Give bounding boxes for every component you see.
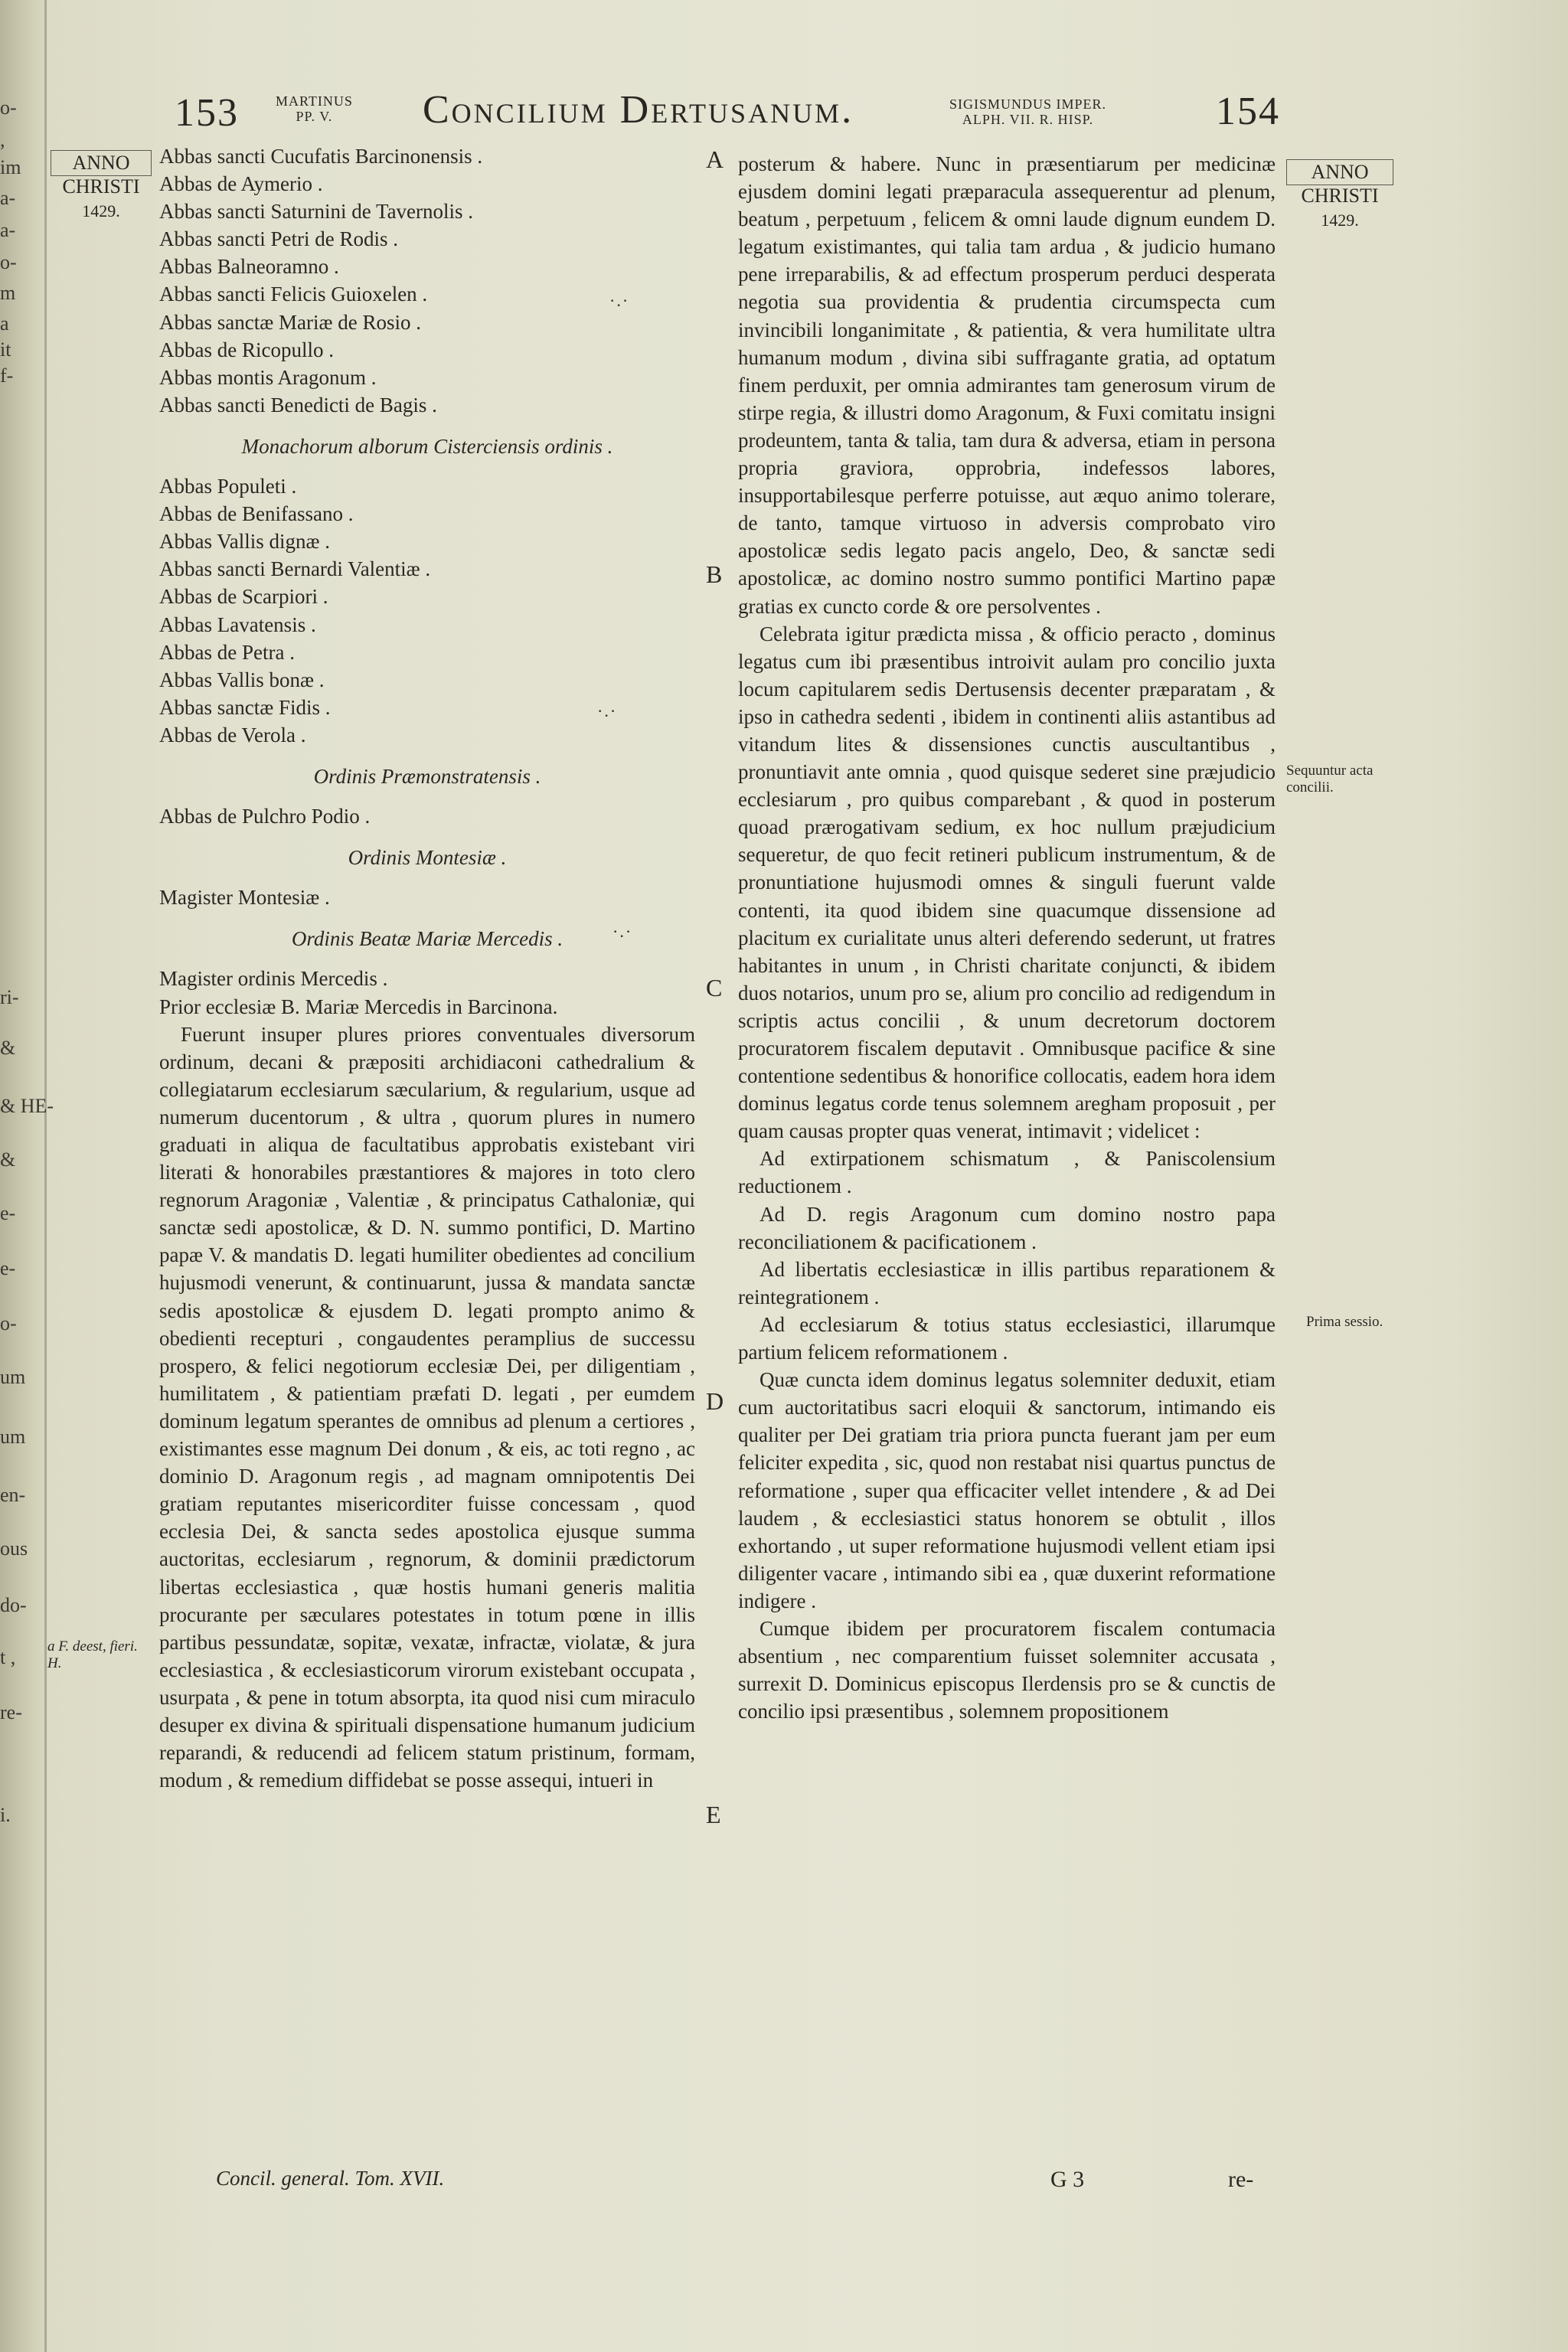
- abbot-item: Abbas sancti Petri de Rodis .: [159, 227, 398, 251]
- margin-note-acta: Sequuntur acta concilii.: [1286, 763, 1374, 795]
- abbot-cistercian-item: Abbas de Benifassano .: [159, 502, 354, 526]
- year-label: 1429.: [82, 201, 120, 220]
- prev-page-fragment: a: [0, 312, 9, 335]
- heading-montesia: Ordinis Montesiæ .: [348, 846, 507, 870]
- right-paragraph-6: Ad ecclesiarum & totius status ecclesiastici, illarumque partium felicem reformationem .: [738, 1312, 1276, 1364]
- prev-page-fragment: it: [0, 338, 11, 361]
- catchword: re-: [1228, 2167, 1254, 2192]
- year-label-right: 1429.: [1321, 211, 1359, 230]
- right-paragraph-5: Ad libertatis ecclesiasticæ in illis partibus reparationem & reintegrationem .: [738, 1257, 1276, 1308]
- prev-page-fragment: o-: [0, 251, 17, 273]
- prev-page-fragment: & HE-: [0, 1095, 54, 1117]
- abbot-cistercian-item: Abbas sanctæ Fidis .: [159, 695, 331, 719]
- heading-premonstratensian: Ordinis Præmonstratensis .: [313, 764, 541, 788]
- abbot-cistercian-item: Abbas sancti Bernardi Valentiæ .: [159, 557, 431, 581]
- abbot-cistercian-item: Abbas Vallis dignæ .: [159, 530, 331, 554]
- right-paragraph-4: Ad D. regis Aragonum cum domino nostro papa reconciliationem & pacificationem .: [738, 1202, 1276, 1253]
- footer-volume: Concil. general. Tom. XVII.: [216, 2167, 445, 2190]
- decorative-dots: ·.·: [609, 291, 630, 310]
- prev-page-fragment: m: [0, 282, 16, 304]
- signature-mark: G 3: [1050, 2167, 1085, 2192]
- abbot-cistercian-item: Abbas de Petra .: [159, 640, 295, 664]
- right-anno-box: [1286, 159, 1393, 231]
- abbot-item: Abbas sancti Cucufatis Barcinonensis .: [159, 145, 483, 168]
- abbot-item: Abbas de Ricopullo .: [159, 338, 334, 361]
- anno-label: ANNO: [51, 150, 152, 176]
- right-column: [738, 150, 1276, 1725]
- king-name: ALPH. VII. R. HISP.: [962, 112, 1094, 127]
- abbots-list-2: [159, 472, 695, 749]
- left-paragraph: Fuerunt insuper plures priores conventuales diversorum ordinum, decani & præpositi archidiaconi cathedralium & collegiatarum ecclesiarum sæcularium, & regularium, usque ad numerum ducentorum , & ultra , quorum plures in numero graduati in aliqua de facultatibus approbatis existebant viri literati & honorabiles præstantiores & majores in toto clero regnorum Aragoniæ , Valentiæ , & principatus Cathaloniæ, qui sanctæ sedi apostolicæ, & D. N. summo pontifici, D. Martino papæ V. & mandatis D. legati humiliter obedientes ad concilium hujusmodi venerunt, & continuarunt, jussa & mandata sanctæ sedis apostolicæ & ejusdem D. legati prompto animo & obedienti recepturi , congaudentes peramplius de successu prospero, & felici negotiorum ecclesiæ Dei, per diligentiam , humilitatem , & patientiam præfati D. legati , per eumdem dominum legatum sperantes de omnibus ad plenum a certiores , existimantes esse magnum Dei donum , & eis, ac toti regno , ac dominio D. Aragonum regis , ad magnam omnipotentis Dei gratiam reputantes misericorditer fuisse concessam , quod ecclesia Dei, & sancta sedes apostolica ejusque summa auctoritas, ecclesiarum , regnorum, & dominii prædictorum libertas ecclesiastica , quæ hostis humani generis malitia procurante per sæculares potestates in totum pœne in illis partibus pessundatæ, sopitæ, vexatæ, infractæ, violatæ, & jura ecclesiastica , & ecclesiasticorum virorum existebant occupata , usurpata , & pene in totum absorpta, ita quod nisi cum miraculo desuper ex divina & spirituali dispensatione humanum judicium reparandi, & reducendi ad felicem statum pristinum, formam, modum , & remedium diffidebat se posse assequi, intueri in: [159, 1022, 695, 1792]
- abbot-cistercian-item: Abbas Vallis bonæ .: [159, 668, 325, 691]
- decorative-dots: ·.·: [612, 922, 633, 941]
- margin-note-sessio: Prima sessio.: [1306, 1314, 1383, 1330]
- prev-page-fragment: ri-: [0, 986, 19, 1008]
- abbot-cistercian-item: Abbas de Verola .: [159, 723, 306, 746]
- prev-page-fragment: e-: [0, 1257, 16, 1279]
- prev-page-fragment: do-: [0, 1594, 27, 1616]
- prev-page-fragment: f-: [0, 364, 14, 387]
- section-letter-d: D: [706, 1387, 724, 1415]
- prev-page-fragment: en-: [0, 1484, 26, 1506]
- prev-page-fragment: im: [0, 156, 21, 178]
- magister-montesiae: Magister Montesiæ .: [159, 886, 330, 910]
- abbot-cistercian-item: Abbas Lavatensis .: [159, 612, 316, 636]
- right-paragraph-1: posterum & habere. Nunc in præsentiarum per medicinæ ejusdem domini legati præparacula assequerentur ad plenum, beatum , perpetuum , felicem & omni laude dignum eundem D. legatum existimantes, qui talia tam ardua , & judicio humano pene irreparabilis, & ad effectum prosperum perduci desperata negotia sua providentia & prudentia circumspecta cum invincibili longanimitate , & patientia, & vera humilitate ultra humanum modum , divina sibi suffragante gratia, ad optatum finem perduxit, per omnia admirantes tam generosum virum de stirpe regia, & illustri domo Aragonum, & Fuxi comitatu insigni prodeuntem, tanta & talia, tam dura & adversa, etiam in persona propria graviora, opprobria, indefessos labores, insupportabilesque perferre potuisse, aut æquo animo tolerare, de tanto, tamque virtuoso in adversis comprobato viro apostolicæ sedis legato pacis angelo, Deo, & sanctæ sedi apostolicæ, ac domino nostro summo pontifici Martino papæ gratias ex cuncto corde & ore persolventes .: [738, 152, 1276, 618]
- prev-page-fragment: ,: [0, 129, 5, 151]
- prev-page-fragment: i.: [0, 1804, 11, 1826]
- left-page-number: 153: [175, 91, 239, 135]
- abbot-item: Abbas sancti Felicis Guioxelen .: [159, 283, 428, 306]
- prev-page-fragment: um: [0, 1366, 26, 1388]
- abbot-item: Abbas montis Aragonum .: [159, 365, 377, 389]
- abbot-item: Abbas sancti Saturnini de Tavernolis .: [159, 200, 474, 224]
- prev-page-fragment: o-: [0, 96, 17, 119]
- abbot-item: Abbas sanctæ Mariæ de Rosio .: [159, 310, 421, 334]
- prev-page-fragment: ous: [0, 1537, 28, 1560]
- right-paragraph-3: Ad extirpationem schismatum , & Paniscolensium reductionem .: [738, 1147, 1276, 1198]
- abbots-list-1: [159, 142, 695, 419]
- right-ruler-label: [949, 96, 1106, 127]
- prev-page-fragment: re-: [0, 1701, 22, 1723]
- prev-page-fragment: a-: [0, 187, 16, 209]
- decorative-dots: ·.·: [597, 701, 618, 720]
- magister-mercedis: Magister ordinis Mercedis .: [159, 967, 388, 991]
- section-letter-e: E: [706, 1801, 721, 1828]
- prev-page-fragment: e-: [0, 1202, 16, 1224]
- left-pope-label: [276, 93, 353, 124]
- prev-page-fragment: um: [0, 1426, 26, 1448]
- prev-page-fragment: &: [0, 1148, 16, 1171]
- section-letter-a: A: [706, 145, 724, 173]
- prior-mercedis: Prior ecclesiæ B. Mariæ Mercedis in Barcinona.: [159, 995, 558, 1018]
- abbot-item: Abbas Balneoramno .: [159, 255, 339, 279]
- left-column: [159, 142, 695, 1794]
- heading-cistercian: Monachorum alborum Cisterciensis ordinis .: [241, 434, 613, 458]
- prev-page-fragment: a-: [0, 219, 16, 241]
- christi-label: CHRISTI: [62, 175, 140, 198]
- abbot-item: Abbas de Aymerio .: [159, 172, 323, 196]
- prev-page-fragment: o-: [0, 1312, 17, 1334]
- prev-page-fragment: t ,: [0, 1646, 16, 1668]
- right-page-number: 154: [1216, 90, 1280, 133]
- left-anno-box: [51, 150, 152, 222]
- section-letter-b: B: [706, 560, 723, 588]
- right-paragraph-2: Celebrata igitur prædicta missa , & officio peracto , dominus legatus cum ibi præsentibus introivit aulam pro concilio juxta locum capitularem sedis Dertusensis decenter præparatam , & ipso in cathedra sedenti , ibidem in continenti aliis astantibus ad vitandum lites & dissensiones cunctis auscultantibus , pronuntiavit ante omnia , quod quisque sederet sine præjudicio ecclesiarum , pro quibus comparebant , & quod in posterum quoad prærogativam sedium, ex hoc nullum præjudicium sequeretur, de quo fecit retineri publicum instrumentum, & de pronuntiatione hujusmodi omnes & singuli fuerunt valde contenti, ita quod ibidem sine quacumque dissensione ad placitum ex curialitate unus alteri deferendo sederunt, ut fratres habitantes in unum , in Christi charitate conjuncti, & ibidem duos notarios, unum pro se, alium pro concilio ad redigendum in scriptis actus concilii , & unum decretorum doctorem procuratorem fiscalem deputavit . Omnibusque pacifice & sine contentione sedentibus & honorifice collocatis, eadem hora idem dominus legatus corde tenus solemnem aregham proposuit , per quam causas propter quas venerat, intimavit ; videlicet :: [738, 622, 1276, 1143]
- right-paragraph-8: Cumque ibidem per procuratorem fiscalem contumacia absentium , nec comparentium fuisset solemniter accusata , surrexit D. Dominicus episcopus Ilerdensis pro se & cunctis de concilio ipsi præsentibus , solemnem propositionem: [738, 1616, 1276, 1723]
- pope-sub: PP. V.: [296, 109, 333, 124]
- christi-label-right: CHRISTI: [1301, 185, 1379, 207]
- heading-mercedis: Ordinis Beatæ Mariæ Mercedis .: [291, 927, 564, 951]
- pope-name: MARTINUS: [276, 93, 353, 109]
- prev-page-fragment: &: [0, 1037, 16, 1059]
- left-footnote: a F. deest, fieri. H.: [47, 1638, 138, 1671]
- page-title: Concilium Dertusanum.: [423, 88, 854, 132]
- abbot-item: Abbas sancti Benedicti de Bagis .: [159, 393, 437, 416]
- emperor-name: SIGISMUNDUS IMPER.: [949, 96, 1107, 112]
- section-letter-c: C: [706, 974, 723, 1001]
- abbot-pulchro-podio: Abbas de Pulchro Podio .: [159, 805, 371, 828]
- abbot-cistercian-item: Abbas de Scarpiori .: [159, 585, 328, 609]
- anno-label-right: ANNO: [1286, 159, 1393, 185]
- abbot-cistercian-item: Abbas Populeti .: [159, 475, 297, 498]
- right-paragraph-7: Quæ cuncta idem dominus legatus solemniter deduxit, etiam cum auctoritatibus sacri eloquii & sanctorum, intimando eis qualiter per Dei gratiam tria priora puncta fuerant jam per eum feliciter expedita , sic, quod non restabat nisi quartus punctus de reformatione , super qua efficaciter vellet intendere , & ad Dei laudem , & ecclesiastici status honorem se obtulit , illos exhortando , ut super reformatione hujusmodi vellent etiam ipsi diligenter vacare , intimando sibi ea , quæ duxerint reformatione indigere .: [738, 1368, 1276, 1612]
- spine-edge: [44, 0, 47, 2352]
